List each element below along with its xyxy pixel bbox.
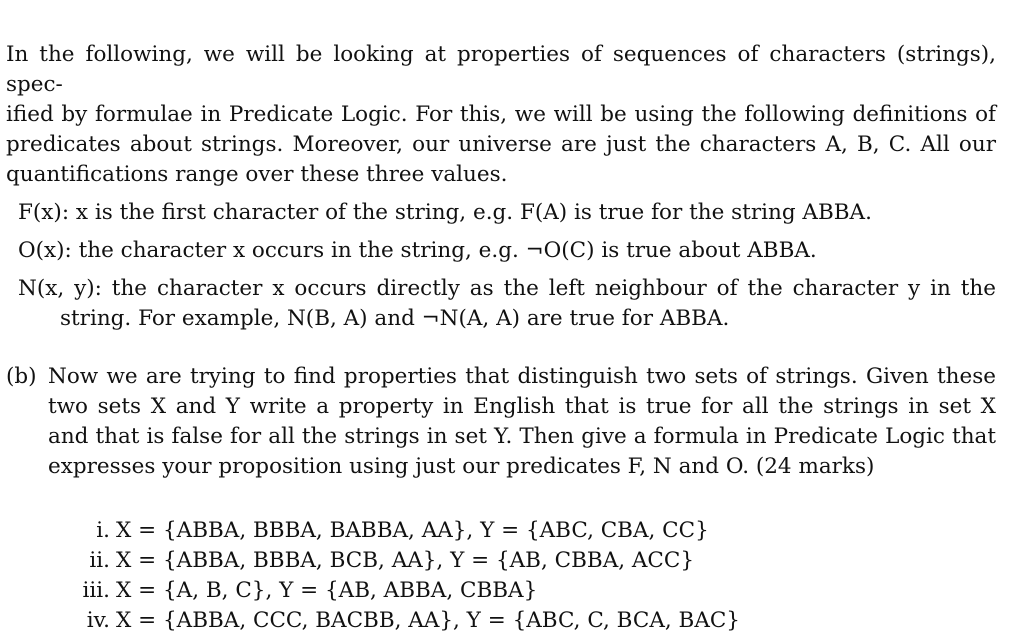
- subquestion-item: [6, 546, 996, 576]
- item-sets: X = {ABBA, BBBA, BABBA, AA}, Y = {ABC, CBA, CC}: [116, 518, 709, 543]
- item-sets: X = {ABBA, BBBA, BCB, AA}, Y = {AB, CBBA, ACC}: [116, 548, 695, 573]
- definition-neighbour: [18, 274, 996, 334]
- definition-text: F(x): x is the first character of the string, e.g. F(A) is true for the string ABBA.: [18, 200, 872, 225]
- part-b-line: two sets X and Y write a property in English that is true for all the strings in set X: [48, 394, 996, 419]
- part-b-line: Now we are trying to find properties that distinguish two sets of strings. Given these: [48, 364, 996, 389]
- item-number: i.: [96, 518, 110, 543]
- item-sets: X = {ABBA, CCC, BACBB, AA}, Y = {ABC, C, BCA, BAC}: [116, 608, 740, 633]
- part-label: (b): [6, 364, 37, 389]
- definition-occurs: [18, 236, 996, 266]
- predicate-definitions: [6, 198, 996, 334]
- subquestion-item: [6, 606, 996, 636]
- subquestion-list: [6, 516, 996, 636]
- intro-line: ified by formulae in Predicate Logic. For this, we will be using the following definitions of: [6, 102, 996, 127]
- question-part-b: [6, 362, 996, 482]
- subquestion-item: [6, 516, 996, 546]
- part-b-line: and that is false for all the strings in set Y. Then give a formula in Predicate Logic that: [48, 424, 996, 449]
- item-number: iii.: [82, 578, 110, 603]
- definition-text: O(x): the character x occurs in the string, e.g. ¬O(C) is true about ABBA.: [18, 238, 817, 263]
- item-sets: X = {A, B, C}, Y = {AB, ABBA, CBBA}: [116, 578, 538, 603]
- item-number: iv.: [86, 608, 110, 633]
- definition-continuation: string. For example, N(B, A) and ¬N(A, A) are true for ABBA.: [60, 306, 730, 331]
- document-page: [6, 40, 996, 636]
- subquestion-item: [6, 576, 996, 606]
- intro-line: In the following, we will be looking at properties of sequences of characters (strings), spec-: [6, 42, 996, 97]
- item-number: ii.: [89, 548, 110, 573]
- intro-line: quantifications range over these three values.: [6, 162, 508, 187]
- part-b-line: expresses your proposition using just our predicates F, N and O. (24 marks): [48, 454, 875, 479]
- definition-first-character: [18, 198, 996, 228]
- definition-text: N(x, y): the character x occurs directly as the left neighbour of the character y in the: [18, 276, 996, 301]
- intro-paragraph: [6, 40, 996, 190]
- intro-line: predicates about strings. Moreover, our universe are just the characters A, B, C. All our: [6, 132, 996, 157]
